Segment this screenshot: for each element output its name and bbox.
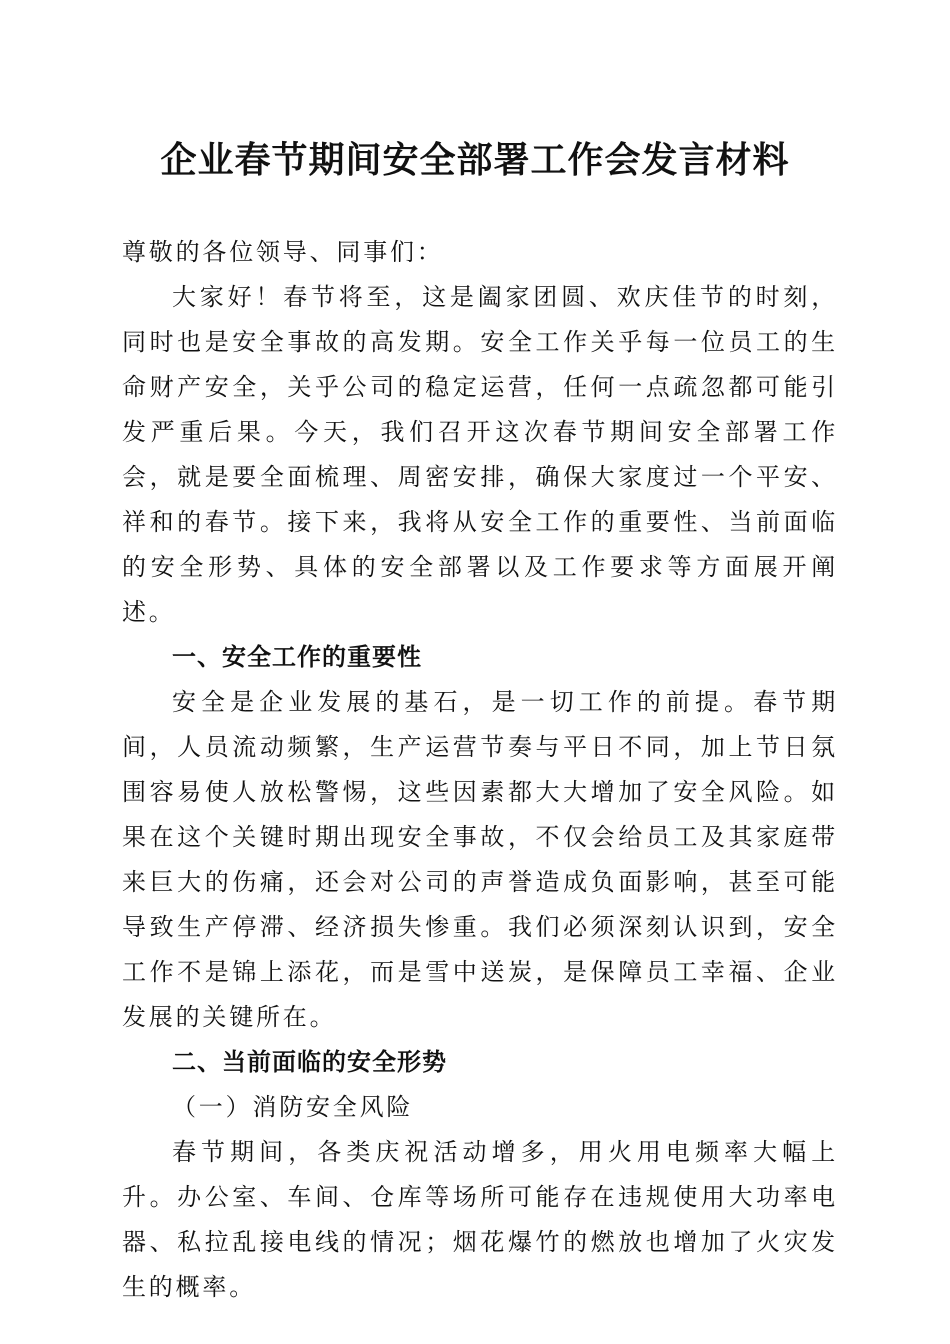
section-1-paragraph: 安全是企业发展的基石，是一切工作的前提。春节期间，人员流动频繁，生产运营节奏与平日不同，加上节日氛围容易使人放松警惕，这些因素都大大增加了安全风险。如果在这个关键时期出现安全事故，不仅会给员工及其家庭带来巨大的伤痛，还会对公司的声誉造成负面影响，甚至可能导致生产停滞、经济损失惨重。我们必须深刻认识到，安全工作不是锦上添花，而是雪中送炭，是保障员工幸福、企业发展的关键所在。 [122, 688, 838, 1031]
section-2-heading: 二、当前面临的安全形势 [172, 1048, 447, 1076]
section-2-1-heading: （一）消防安全风险 [172, 1093, 414, 1121]
salutation: 尊敬的各位领导、同事们： [122, 238, 444, 266]
section-2-1-paragraph: 春节期间，各类庆祝活动增多，用火用电频率大幅上升。办公室、车间、仓库等场所可能存在违规使用大功率电器、私拉乱接电线的情况；烟花爆竹的燃放也增加了火灾发生的概率。 [122, 1138, 838, 1301]
document-body [122, 230, 838, 1310]
section-1-heading: 一、安全工作的重要性 [172, 643, 422, 671]
document-title: 企业春节期间安全部署工作会发言材料 [160, 139, 790, 181]
intro-paragraph: 大家好！春节将至，这是阖家团圆、欢庆佳节的时刻，同时也是安全事故的高发期。安全工作关乎每一位员工的生命财产安全，关乎公司的稳定运营，任何一点疏忽都可能引发严重后果。今天，我们召开这次春节期间安全部署工作会，就是要全面梳理、周密安排，确保大家度过一个平安、祥和的春节。接下来，我将从安全工作的重要性、当前面临的安全形势、具体的安全部署以及工作要求等方面展开阐述。 [122, 283, 838, 626]
